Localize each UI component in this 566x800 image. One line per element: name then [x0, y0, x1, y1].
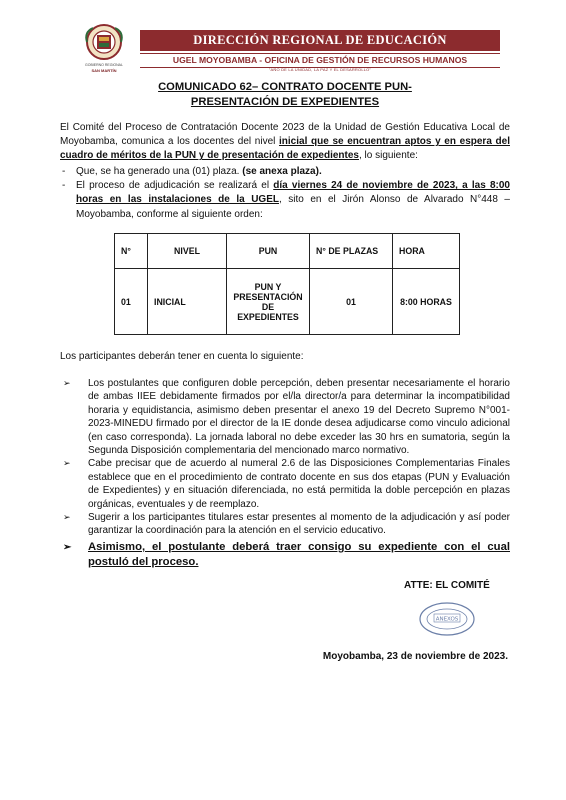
notice-item-2-text: El proceso de adjudicación se realizará el	[76, 180, 274, 192]
logo-caption	[68, 63, 140, 73]
place-date: Moyobamba, 23 de noviembre de 2023.	[322, 651, 508, 662]
cell-n: 01	[115, 269, 148, 335]
intro-paragraph	[60, 121, 510, 164]
header-motto: "AÑO DE LA UNIDAD, LA PAZ Y EL DESARROLLO"	[268, 67, 372, 72]
arrow-bullet-icon: ➢	[63, 378, 71, 388]
table-header-pun: PUN	[227, 234, 310, 269]
intro-text-3: , lo siguiente:	[358, 150, 418, 162]
cell-nivel: INICIAL	[148, 269, 227, 335]
title-line-2: PRESENTACIÓN DE EXPEDIENTES	[190, 96, 380, 108]
requirement-text: Sugerir a los participantes titulares estar presentes al momento de la adjudicación y así poder garantizar la coordinación para la atención en el servicio educativo.	[88, 512, 510, 537]
notice-item-2-tail: , sito en el Jirón Alonso de Alvarado N°448 – Moyobamba, conforme al siguiente orden:	[76, 194, 510, 220]
header-banner: DIRECCIÓN REGIONAL DE EDUCACIÓN	[140, 30, 500, 51]
table-row	[115, 269, 460, 335]
stamp-text: ANEXOS	[435, 616, 459, 623]
cell-hora: 8:00 HORAS	[393, 269, 460, 335]
notice-list	[60, 165, 510, 222]
requirement-item	[60, 511, 510, 538]
participants-note: Los participantes deberán tener en cuenta lo siguiente:	[60, 351, 304, 362]
committee-signature: ATTE: EL COMITÉ	[404, 580, 490, 591]
table-header-row	[115, 234, 460, 269]
table-header-nivel: NIVEL	[148, 234, 227, 269]
arrow-bullet-icon: ➢	[63, 458, 71, 469]
cell-pun: PUN Y PRESENTACIÓN DE EXPEDIENTES	[227, 269, 310, 335]
dash-bullet: -	[62, 166, 66, 177]
notice-item-1-text: Que, se ha generado una (01) plaza.	[76, 166, 243, 177]
notice-item	[60, 165, 510, 179]
requirement-item	[60, 540, 510, 570]
intro-text-1: El Comité del Proceso de Contratación Docente 2023 de la Unidad de Gestión Educativa Local de Moyobamba, comunica a los docentes del nivel	[60, 122, 510, 148]
dash-bullet: -	[62, 180, 66, 192]
requirement-text: Los postulantes que configuren doble percepción, deben presentar necesariamente el horario de ambas IIEE debidamente firmados por el/la director/a para determinar la incompatibilidad horaria y equidistancia, asimismo deben presentar el anexo 19 del Decreto Supremo N°001-2023-MINEDU firmado por el director de la IE donde desea adjudicarse como vinculo adicional (en caso corresponda). La jornada laboral no debe exceder las 30 hrs en sumatoria, según la Segunda Disposición complementaria del mencionado marco normativo.	[88, 378, 510, 457]
title-line-1: COMUNICADO 62– CONTRATO DOCENTE PUN-	[158, 81, 412, 93]
requirement-item	[60, 457, 510, 511]
cell-plazas: 01	[310, 269, 393, 335]
arrow-bullet-icon: ➢	[63, 541, 72, 553]
requirement-text-emphasis: Asimismo, el postulante deberá traer consigo su expediente con el cual postuló del proceso.	[88, 540, 510, 568]
notice-item-2-emphasis: día viernes 24 de noviembre de 2023, a las 8:00 horas en las instalaciones de la UGEL	[76, 180, 510, 206]
logo-caption-small: GOBIERNO REGIONAL	[85, 63, 123, 67]
notice-item	[60, 179, 510, 222]
notice-item-1-bold: (se anexa plaza).	[242, 166, 322, 177]
intro-text-emphasis: inicial que se encuentran aptos y en espera del cuadro de méritos de la PUN y de presentación de expedientes	[60, 136, 510, 162]
arrow-bullet-icon: ➢	[63, 512, 71, 523]
logo-caption-main: SAN MARTÍN	[91, 68, 117, 73]
header-subbanner: UGEL MOYOBAMBA - OFICINA DE GESTIÓN DE RECURSOS HUMANOS	[140, 53, 500, 68]
table-header-hora: HORA	[393, 234, 460, 269]
requirements-list	[60, 377, 510, 570]
vacancy-table	[114, 233, 460, 335]
requirement-text: Cabe precisar que de acuerdo al numeral 2.6 de las Disposiciones Complementarias Finales establece que en el procedimiento de contrato docente en sus dos etapas (PUN y Evaluación de Expedientes) y en situación diferenciada, no está permitida la doble percepción en plazas orgánicas, eventuales y de reemplazo.	[88, 458, 510, 510]
committee-stamp	[418, 601, 476, 637]
table-header-n: N°	[115, 234, 148, 269]
table-header-plazas: N° DE PLAZAS	[310, 234, 393, 269]
document-title	[60, 80, 510, 110]
requirement-item	[60, 377, 510, 457]
